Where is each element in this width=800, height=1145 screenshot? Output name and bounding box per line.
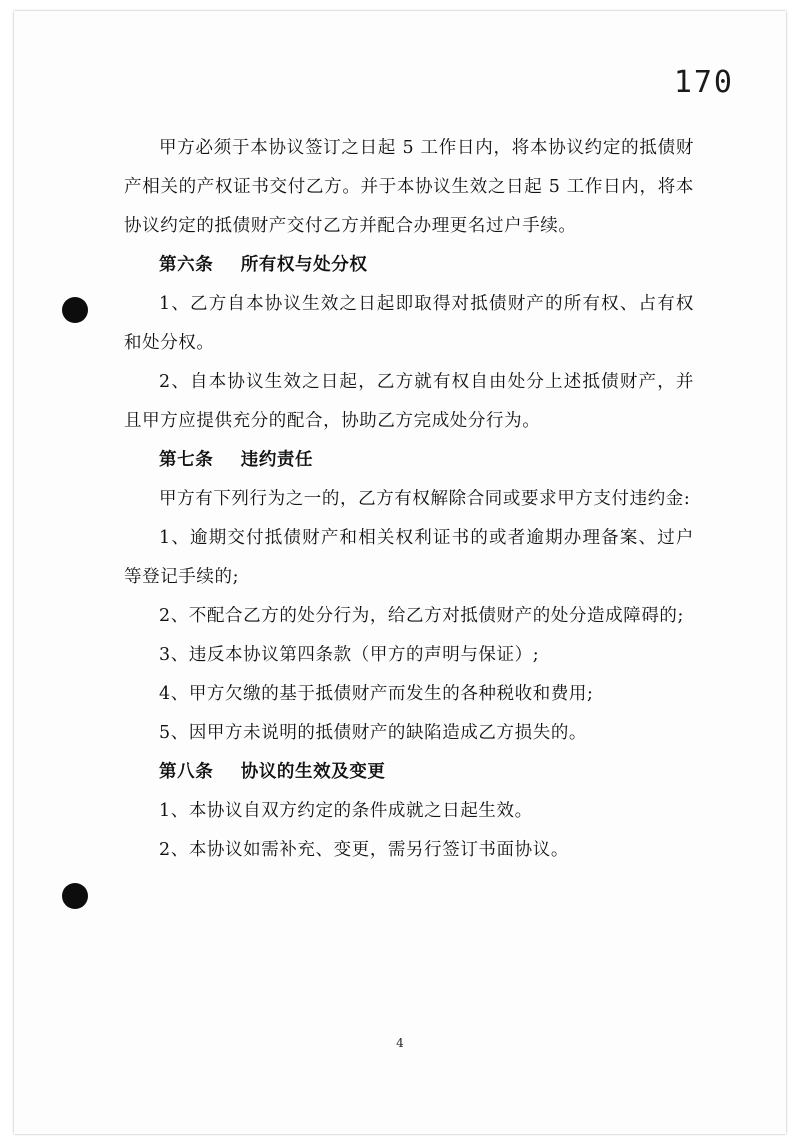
- paragraph-breach-item-5: 5、因甲方未说明的抵债财产的缺陷造成乙方损失的。: [159, 723, 588, 743]
- article-seven-number: 第七条: [159, 450, 214, 470]
- scanned-paper-sheet: [14, 11, 786, 1134]
- article-six-number: 第六条: [159, 255, 214, 275]
- paragraph-effect-item-1: 1、本协议自双方约定的条件成就之日起生效。: [159, 801, 533, 821]
- heading-article-seven: [124, 441, 694, 480]
- document-body: [124, 129, 694, 870]
- paragraph-ownership-1: 1、乙方自本协议生效之日起即取得对抵债财产的所有权、占有权和处分权。: [124, 294, 694, 353]
- footer-page-number: 4: [396, 1036, 404, 1050]
- article-eight-title: 协议的生效及变更: [240, 762, 386, 782]
- article-six-title: 所有权与处分权: [240, 255, 368, 275]
- paragraph-breach-item-4: 4、甲方欠缴的基于抵债财产而发生的各种税收和费用;: [159, 684, 594, 704]
- margin-mark-icon: [62, 883, 88, 909]
- page-number-stamp: 170: [673, 65, 734, 100]
- paragraph-ownership-2: 2、自本协议生效之日起，乙方就有权自由处分上述抵债财产，并且甲方应提供充分的配合，协助乙方完成处分行为。: [124, 372, 694, 431]
- paragraph-delivery-terms: 甲方必须于本协议签订之日起 5 工作日内，将本协议约定的抵债财产相关的产权证书交付乙方。并于本协议生效之日起 5 工作日内，将本协议约定的抵债财产交付乙方并配合办理更名过户手续。: [124, 138, 694, 236]
- paragraph-effect-item-2: 2、本协议如需补充、变更，需另行签订书面协议。: [159, 840, 569, 860]
- paragraph-breach-intro: 甲方有下列行为之一的，乙方有权解除合同或要求甲方支付违约金:: [159, 489, 691, 509]
- article-seven-title: 违约责任: [240, 450, 314, 470]
- paragraph-breach-item-3: 3、违反本协议第四条款（甲方的声明与保证）;: [159, 645, 540, 665]
- paragraph-breach-item-2: 2、不配合乙方的处分行为，给乙方对抵债财产的处分造成障碍的;: [159, 606, 685, 626]
- heading-article-eight: [124, 753, 694, 792]
- paragraph-breach-item-1: 1、逾期交付抵债财产和相关权利证书的或者逾期办理备案、过户等登记手续的;: [124, 528, 694, 587]
- article-eight-number: 第八条: [159, 762, 214, 782]
- margin-mark-icon: [62, 297, 88, 323]
- heading-article-six: [124, 246, 694, 285]
